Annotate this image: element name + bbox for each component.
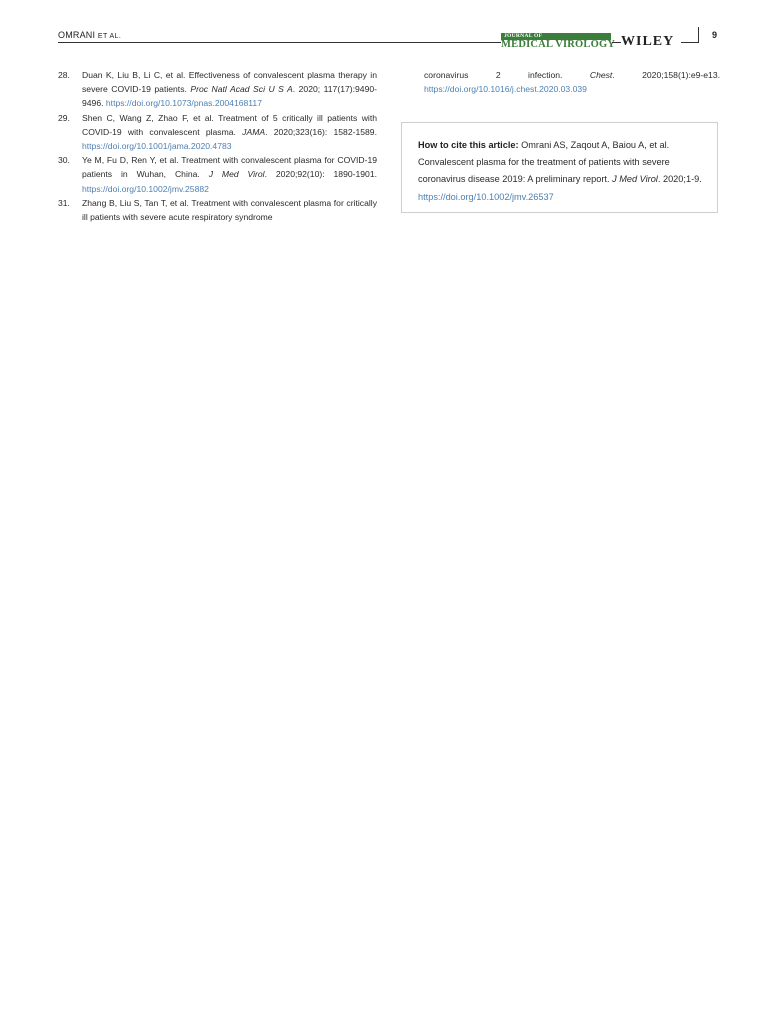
reference-details: . 2020;323(16): 1582-1589. <box>265 126 377 137</box>
reference-number: 30. <box>58 155 70 166</box>
how-to-cite-doi-link[interactable]: https://doi.org/10.1002/jmv.26537 <box>418 191 554 202</box>
reference-item <box>58 153 377 196</box>
running-head <box>58 30 121 40</box>
reference-text: coronavirus 2 infection. <box>424 70 590 80</box>
how-to-cite-box <box>401 122 718 213</box>
reference-journal: Proc Natl Acad Sci U S A <box>190 84 293 95</box>
reference-details: . 2020;92(10): 1890-1901. <box>264 169 377 180</box>
reference-item <box>58 111 377 154</box>
reference-doi-link[interactable]: https://doi.org/10.1002/jmv.25882 <box>82 183 209 194</box>
publisher-logo: WILEY <box>621 34 675 49</box>
reference-journal: J Med Virol <box>208 169 265 180</box>
reference-item <box>58 68 377 111</box>
reference-text: Zhang B, Liu S, Tan T, et al. Treatment with convalescent plasma for critically ill patients with severe acute respiratory syndrome <box>82 197 377 223</box>
reference-text: Duan K, Liu B, Li C, et al. Effectiveness of convalescent plasma therapy in severe COVID-19 patients. <box>82 70 377 95</box>
reference-doi-link[interactable]: https://doi.org/10.1001/jama.2020.4783 <box>82 141 232 152</box>
how-to-cite-details: . 2020;1-9. <box>657 174 702 185</box>
reference-doi-link[interactable]: https://doi.org/10.1073/pnas.2004168117 <box>105 98 262 109</box>
running-head-author: OMRANI <box>58 30 96 40</box>
header-rule <box>58 42 501 43</box>
publisher-dash <box>612 42 621 43</box>
reference-journal: JAMA <box>242 126 266 137</box>
reference-number: 31. <box>58 197 70 208</box>
reference-details: . 2020;158(1):e9-e13. <box>612 70 720 80</box>
journal-logo <box>501 31 616 51</box>
reference-text: Ye M, Fu D, Ren Y, et al. Treatment with convalescent plasma for COVID-19 patients in Wuhan, China. <box>82 155 377 180</box>
how-to-cite-journal: J Med Virol <box>612 174 658 185</box>
reference-number: 29. <box>58 112 70 123</box>
how-to-cite-text: Omrani AS, Zaqout A, Baiou A, et al. Convalescent plasma for the treatment of patients with severe coronavirus disease 2019: A preliminary report. <box>418 140 670 185</box>
running-head-etal: ET AL. <box>97 33 122 40</box>
reference-journal: Chest <box>589 70 613 80</box>
how-to-cite-label: How to cite this article: <box>418 140 519 150</box>
reference-details: . 2020; 117(17):9490-9496. <box>82 84 377 109</box>
reference-text: Shen C, Wang Z, Zhao F, et al. Treatment of 5 critically ill patients with COVID-19 with convalescent plasma. <box>82 112 377 137</box>
journal-logo-banner: JOURNAL OF <box>501 33 611 40</box>
journal-logo-name: MEDICAL VIROLOGY <box>501 39 616 50</box>
reference-list <box>58 68 377 224</box>
header-divider <box>698 27 699 43</box>
reference-item <box>58 196 377 224</box>
publisher-rule <box>681 42 698 43</box>
reference-number: 28. <box>58 70 70 80</box>
reference-continuation <box>424 68 720 96</box>
page-number: 9 <box>712 30 718 40</box>
reference-doi-link[interactable]: https://doi.org/10.1016/j.chest.2020.03.039 <box>424 84 587 95</box>
